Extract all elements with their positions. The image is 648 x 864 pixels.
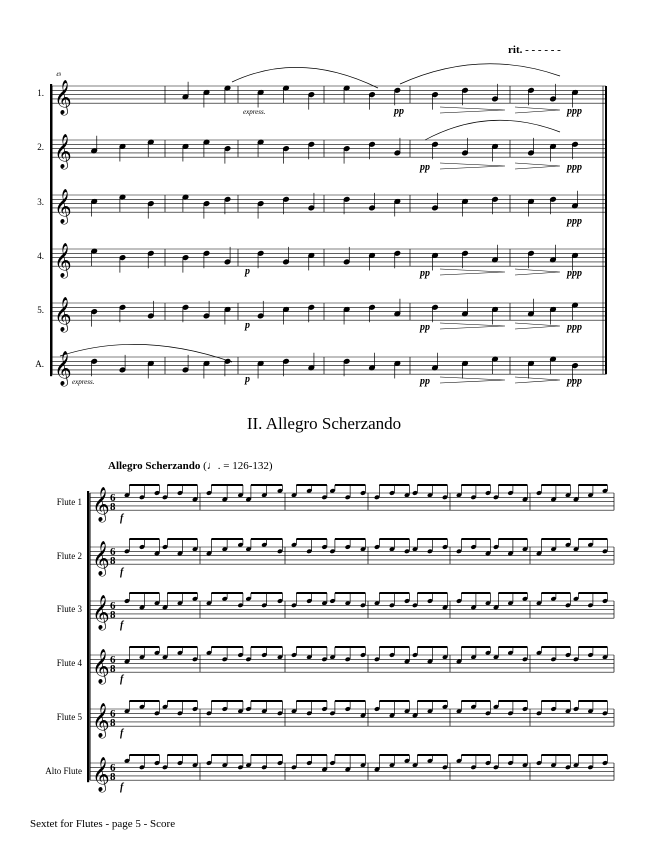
system1-staff-1-clef: 𝄞 bbox=[54, 80, 72, 116]
dynamic-pp-f2: pp bbox=[420, 162, 430, 173]
system2-label-flute4: Flute 4 bbox=[56, 658, 82, 668]
system2-staff-3-clef: 𝄞 bbox=[92, 595, 110, 631]
system1-hairpin bbox=[440, 107, 505, 113]
system1-staff-2-clef: 𝄞 bbox=[54, 134, 72, 170]
dynamic-ppp-f1: ppp bbox=[567, 106, 582, 117]
system2-staff-4-time-sig-bottom: 8 bbox=[110, 663, 116, 676]
dynamic-p-f5: p bbox=[245, 320, 250, 331]
dynamic-f-flute2: f bbox=[120, 567, 124, 578]
system1-bracket bbox=[50, 84, 52, 376]
dynamic-ppp-f2: ppp bbox=[567, 162, 582, 173]
system2-staff-3-time-sig-top: 6 bbox=[110, 600, 116, 613]
system1-label-4: 4. bbox=[37, 251, 44, 261]
system2-staff-5-time-sig-top: 6 bbox=[110, 708, 116, 721]
system2-label-alto: Alto Flute bbox=[45, 766, 82, 776]
dynamic-ppp-f5: ppp bbox=[567, 322, 582, 333]
system1-slur bbox=[400, 64, 560, 84]
dynamic-p-alto: p bbox=[245, 374, 250, 385]
system2-staff-1-time-sig-top: 6 bbox=[110, 492, 116, 505]
system1-hairpin bbox=[440, 269, 505, 275]
system2-staff-2-clef: 𝄞 bbox=[92, 541, 110, 577]
system1-hairpin bbox=[515, 377, 560, 383]
dynamic-f-flute1: f bbox=[120, 513, 124, 524]
dynamic-ppp-f3: ppp bbox=[567, 216, 582, 227]
system1-staff-6-clef: 𝄞 bbox=[54, 351, 72, 387]
movement-title: II. Allegro Scherzando bbox=[246, 414, 402, 433]
dynamic-f-flute4: f bbox=[120, 674, 124, 685]
system1-label-3: 3. bbox=[37, 197, 44, 207]
system1-staff-3-clef: 𝄞 bbox=[54, 189, 72, 225]
measure-number: 49 bbox=[56, 73, 61, 78]
dynamic-p-f4: p bbox=[245, 266, 250, 277]
system1-slur bbox=[425, 120, 560, 140]
system2-staff-6-time-sig-top: 6 bbox=[110, 762, 116, 775]
system1-hairpin bbox=[440, 377, 505, 383]
system1-hairpin bbox=[515, 163, 560, 169]
express-mark-flute1: express. bbox=[243, 108, 266, 116]
system2-staff-1-clef: 𝄞 bbox=[92, 487, 110, 523]
system1-label-1: 1. bbox=[37, 88, 44, 98]
express-mark-alto: express. bbox=[72, 378, 95, 386]
system2-staff-5-time-sig-bottom: 8 bbox=[110, 717, 116, 730]
dynamic-pp-f1: pp bbox=[394, 106, 404, 117]
ritardando-marking: rit. - - - - - - bbox=[508, 44, 561, 56]
system1-label-2: 2. bbox=[37, 142, 44, 152]
system1-hairpin bbox=[440, 323, 505, 329]
dynamic-pp-f5: pp bbox=[420, 322, 430, 333]
system1-hairpin bbox=[515, 323, 560, 329]
system2-staff-6-time-sig-bottom: 8 bbox=[110, 771, 116, 784]
system2-staff-6-clef: 𝄞 bbox=[92, 757, 110, 793]
system1-slur bbox=[232, 67, 378, 88]
dynamic-f-flute5: f bbox=[120, 728, 124, 739]
dynamic-ppp-alto: ppp bbox=[567, 376, 582, 387]
system2-label-flute5: Flute 5 bbox=[56, 712, 82, 722]
metronome-mark: (♩. = 126-132) bbox=[203, 460, 273, 472]
system1-hairpin bbox=[515, 107, 560, 113]
system2-staff-3-time-sig-bottom: 8 bbox=[110, 609, 116, 622]
system2-staff-2-time-sig-top: 6 bbox=[110, 546, 116, 559]
tempo-name: Allegro Scherzando bbox=[108, 460, 201, 472]
page-footer: Sextet for Flutes - page 5 - Score bbox=[30, 818, 176, 830]
dynamic-pp-alto: pp bbox=[420, 376, 430, 387]
system2-staff-4-time-sig-top: 6 bbox=[110, 654, 116, 667]
system1-hairpin bbox=[440, 163, 505, 169]
system2-staff-2-time-sig-bottom: 8 bbox=[110, 555, 116, 568]
dynamic-f-alto: f bbox=[120, 782, 124, 793]
system2-bracket bbox=[87, 491, 89, 782]
dynamic-ppp-f4: ppp bbox=[567, 268, 582, 279]
system1-label-5: 5. bbox=[37, 305, 44, 315]
system2-staff-4-clef: 𝄞 bbox=[92, 649, 110, 685]
system1-hairpin bbox=[515, 269, 560, 275]
system1-label-alto: A. bbox=[35, 359, 44, 369]
dynamic-f-flute3: f bbox=[120, 620, 124, 631]
system2-staff-1-time-sig-bottom: 8 bbox=[110, 501, 116, 514]
system2-label-flute3: Flute 3 bbox=[56, 604, 82, 614]
system1-staff-4-clef: 𝄞 bbox=[54, 243, 72, 279]
system2-label-flute1: Flute 1 bbox=[56, 497, 82, 507]
system2-label-flute2: Flute 2 bbox=[56, 551, 82, 561]
system1-slur bbox=[60, 344, 232, 362]
dynamic-pp-f4: pp bbox=[420, 268, 430, 279]
system2-staff-5-clef: 𝄞 bbox=[92, 703, 110, 739]
system1-staff-5-clef: 𝄞 bbox=[54, 297, 72, 333]
